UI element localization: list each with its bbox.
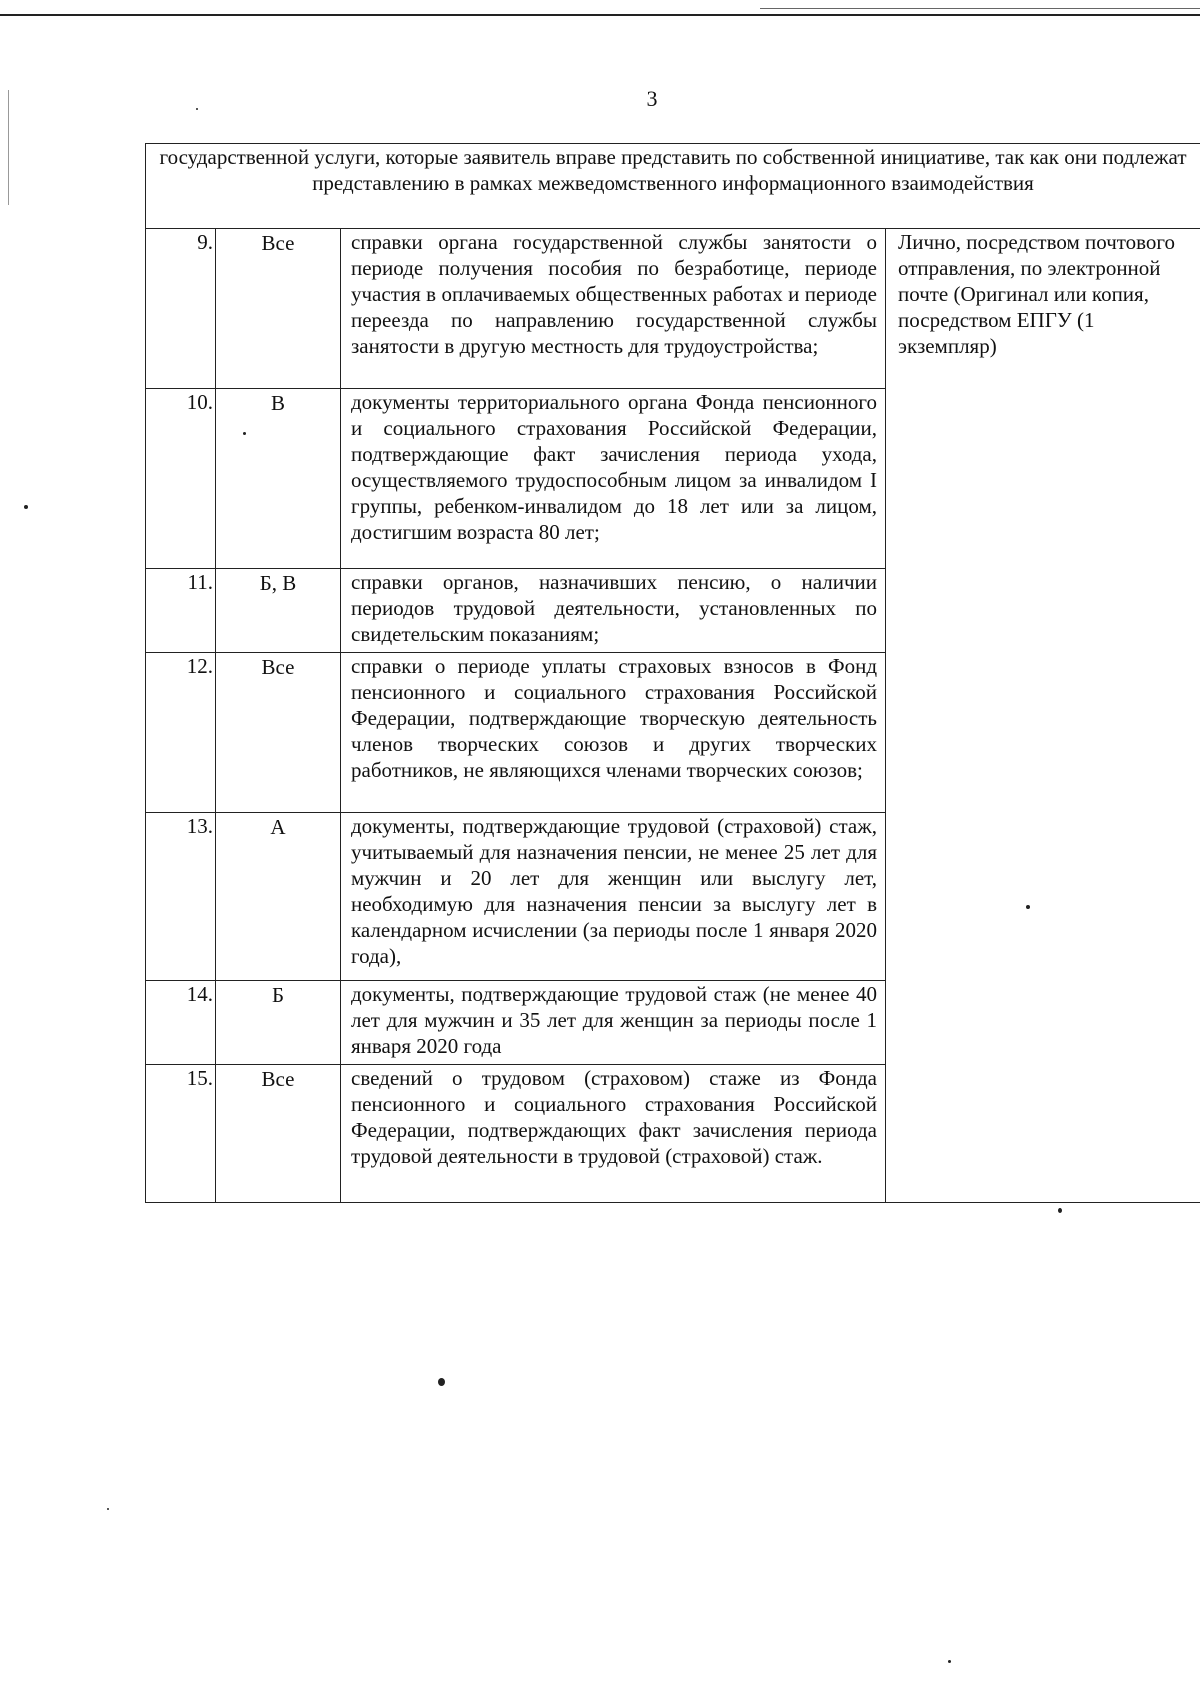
- row-description: сведений о трудовом (страховом) стаже из Фонда пенсионного и социального страхования Российской Федерации, подтверждающих факт зачисления периода трудовой деятельности в трудовой (страховой) стаж.: [341, 1065, 886, 1203]
- table-header-text: государственной услуги, которые заявитель вправе представить по собственной инициативе, так как они подлежат представлению в рамках межведомственного информационного взаимодействия: [146, 144, 1200, 229]
- scan-speck: [438, 1378, 445, 1386]
- scan-speck: [1058, 1208, 1062, 1213]
- row-number: 11.: [146, 569, 216, 653]
- scan-speck: [24, 505, 28, 509]
- top-edge-rule-secondary: [760, 8, 1200, 9]
- scan-speck: [107, 1508, 109, 1510]
- row-description: справки органов, назначивших пенсию, о наличии периодов трудовой деятельности, установленных по свидетельским показаниям;: [341, 569, 886, 653]
- page-number: 3: [646, 86, 658, 111]
- row-category: Все: [216, 1065, 341, 1203]
- left-margin-mark: [8, 90, 9, 205]
- row-category: Б, В: [216, 569, 341, 653]
- row-description: документы, подтверждающие трудовой стаж (не менее 40 лет для мужчин и 35 лет для женщин за периоды после 1 января 2020 года: [341, 981, 886, 1065]
- row-number: 15.: [146, 1065, 216, 1203]
- scan-speck: [243, 432, 246, 435]
- scan-speck: [196, 108, 198, 110]
- row-description: справки о периоде уплаты страховых взносов в Фонд пенсионного и социального страхования Российской Федерации, подтверждающие творческую деятельность членов творческих союзов и других творческих работников, не являющихся членами творческих союзов;: [341, 653, 886, 813]
- top-edge-rule: [0, 14, 1200, 16]
- scan-speck: [948, 1660, 951, 1663]
- row-description: справки органа государственной службы занятости о периоде получения пособия по безработице, периоде участия в оплачиваемых общественных работах и периоде переезда по направлению государственной службы занятости в другую местность для трудоустройства;: [341, 229, 886, 389]
- scan-speck: [1026, 905, 1030, 909]
- row-number: 9.: [146, 229, 216, 389]
- row-number: 12.: [146, 653, 216, 813]
- row-category: А: [216, 813, 341, 981]
- row-category: В: [216, 389, 341, 569]
- row-category: Все: [216, 653, 341, 813]
- row-category: Б: [216, 981, 341, 1065]
- table-row: [146, 229, 1200, 389]
- table-header-row: [146, 144, 1200, 229]
- documents-table: [145, 143, 1200, 1203]
- row-description: документы территориального органа Фонда пенсионного и социального страхования Российской Федерации, подтверждающие факт зачисления периода ухода, осуществляемого трудоспособным лицом за инвалидом I группы, ребенком-инвалидом до 18 лет или за лицом, достигшим возраста 80 лет;: [341, 389, 886, 569]
- row-number: 10.: [146, 389, 216, 569]
- row-category: Все: [216, 229, 341, 389]
- submission-method: Лично, посредством почтового отправления, по электронной почте (Оригинал или копия, посредством ЕПГУ (1 экземпляр): [886, 229, 1200, 1203]
- row-description: документы, подтверждающие трудовой (страховой) стаж, учитываемый для назначения пенсии, не менее 25 лет для мужчин и 20 лет для женщин или выслугу лет, необходимую для назначения пенсии за выслугу лет в календарном исчислении (за периоды после 1 января 2020 года),: [341, 813, 886, 981]
- row-number: 13.: [146, 813, 216, 981]
- row-number: 14.: [146, 981, 216, 1065]
